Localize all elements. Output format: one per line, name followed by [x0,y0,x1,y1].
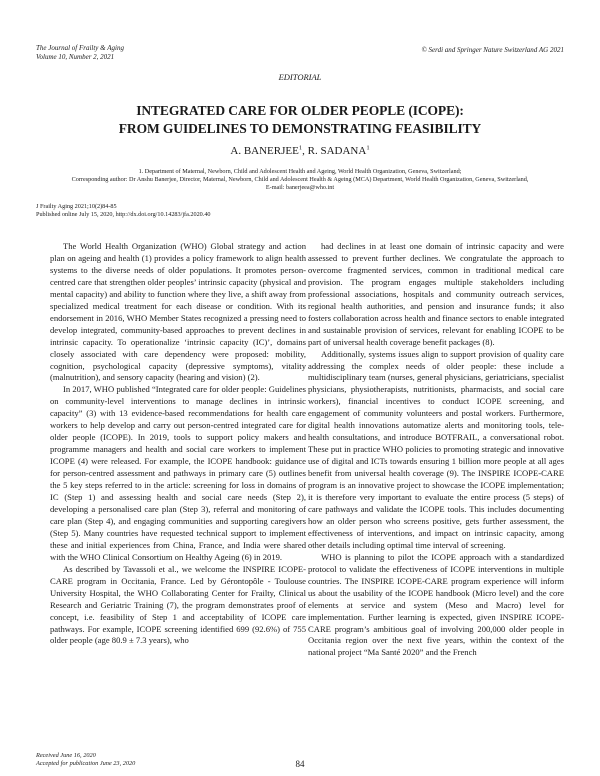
affiliations [36,168,564,193]
citation-reference: J Frailty Aging 2021;10(2)84-85 [36,203,117,210]
accepted-date: Accepted for publication June 23, 2020 [36,759,136,767]
citation-block [36,203,211,219]
paragraph: had declines in at least one domain of intrinsic capacity and were assessed to prevent further declines. We congratulate the approach to overcome fragmented services, common in traditional medical care provision. The program engages multiple stakeholders including professional associations, hospitals and community outreach services, regional health authorities, and pension and insurance funds; it also fosters collaboration across health and finance sectors to enable integrated and sustainable provision of services, relevant for enabling ICOPE to be part of universal health coverage benefit packages (8). [308,241,564,347]
published-online: Published online July 15, 2020, http://dx.doi.org/10.14283/jfa.2020.40 [36,211,211,218]
received-date: Received June 16, 2020 [36,752,96,759]
paragraph: WHO is planning to pilot the ICOPE approach with a standardized protocol to validate the effectiveness of ICOPE interventions in multiple countries. The INSPIRE ICOPE-CARE program experience will inform us about the usability of the ICOPE handbook (Micro level) and the core elements at service and system (Meso and Macro) level for implementation. Further learning is expected, given INSPIRE ICOPE-CARE program’s ambitious goal of involving 200,000 older people in Occitania region over the next five years, within the context of the national project “Ma Santé 2020” and the French [308,551,564,658]
corresponding-author: Corresponding author: Dr Anshu Banerjee, Director, Maternal, Newborn, Child and Adolescent Health & Ageing (MCA) Department, World Health Organization, Geneva, Switzerland, [71,176,529,184]
body-column-right [308,241,564,659]
journal-header [36,44,124,61]
author-2: R. SADANA [307,145,367,157]
paragraph: In 2017, WHO published “Integrated care for older people: Guidelines on community-level interventions to manage declines in intrinsic capacity” (3) with 13 evidence-based recommendations for health care workers to help develop and carry out person-centred integrated care for older people (ICOPE). In 2019, tools to support policy makers and programme managers and health and social care workers to implement ICOPE (4) were released. For example, the ICOPE handbook: guidance for person-centred assessment and pathways in primary care (5) outlines the 5 key steps referred to in the article: screening for loss in domains of IC (Step 1) and assessing health and social care needs (Step 2), developing a personalised care plan (Step 3), referral and monitoring of care plan (Step 4), and engaging communities and supporting caregivers (Step 5). Many countries have requested technical support to implement these and initial experiences from China, France, and India were shared with the WHO Clinical Consortium on Healthy Ageing (6) in 2019. [50,384,306,562]
title-line-1: INTEGRATED CARE FOR OLDER PEOPLE (ICOPE): [136,103,464,118]
journal-volume: Volume 10, Number 2, 2021 [36,52,115,61]
title-line-2: FROM GUIDELINES TO DEMONSTRATING FEASIBILITY [118,121,482,136]
journal-name: The Journal of Frailty & Aging [36,44,124,52]
author-1-affiliation-mark: 1 [298,144,303,152]
section-label: EDITORIAL [278,72,322,82]
author-email: E-mail: banerjeea@who.int [265,184,335,192]
affiliation-text: 1. Department of Maternal, Newborn, Child and Adolescent Health and Ageing, World Health Organization, Geneva, Switzerland; [138,168,462,175]
paragraph: The World Health Organization (WHO) Global strategy and action plan on ageing and health (1) provides a policy framework to align health systems to the diverse needs of older populations. It promotes person-centred care that strengthen older peoples’ intrinsic capacity (physical and mental capacity) and ability to function where they live, a shift away from specialized medical treatment for each disease or condition. With its endorsement in 2016, WHO Member States recognized a pressing need to develop integrated, community-based approaches to prevent declines in intrinsic capacity. To operationalize ‘intrinsic capacity (IC)’, domains closely associated with care dependency were proposed: mobility, cognition, psychological capacity (depressive symptoms), vitality (malnutrition), and sensory capacity (hearing and vision) (2). [50,241,306,383]
paragraph: Additionally, systems issues align to support provision of quality care addressing the complex needs of older people: these include a multidisciplinary team (nurses, general physicians, geriatricians, specialist physicians, physiotherapists, nutritionists, pharmacists, and social care workers), financial incentives to conduct ICOPE screening, and engagement of community volunteers and postal workers. Furthermore, digital health innovations automatize alerts and monitoring tools, tele-health consultations, and introduce BOTFRAIL, a conversational robot. These put in practice WHO policies to promoting strategic and innovative use of digital and ICTs towards ensuring 1 billion more people at all ages benefit from universal health coverage (9). The INSPIRE ICOPE-CARE program is an innovative project to showcase the ICOPE implementation; it is therefore very important to evaluate the entire process (5 steps) of care pathways and validate the ICOPE tools. This includes documenting how an older person who screens positive, gets further assessment, the effectiveness of interventions, and impact on intrinsic capacity, among other details including optimal time interval of screening. [308,348,564,550]
author-list [0,145,600,157]
article-title [60,102,540,138]
author-1: A. BANERJEE [230,145,299,157]
paragraph: As described by Tavassoli et al., we welcome the INSPIRE ICOPE-CARE program in Occitania, France. Led by Gérontopôle - Toulouse University Hospital, the WHO Collaborating Center for Frailty, Clinical Research and Geriatric Training (7), the program demonstrates proof of concept, i.e. feasibility of Step 1 and acceptability of ICOPE care pathways. For example, ICOPE screening identified 699 (92.6%) of 755 older people (age 80.9 ± 7.3 years), who [50,563,306,646]
body-column-left [50,241,306,647]
author-separator: , [302,145,308,157]
author-2-affiliation-mark: 1 [366,144,370,152]
copyright-notice: © Serdi and Springer Nature Switzerland AG 2021 [421,46,564,54]
page-number: 84 [295,759,305,769]
